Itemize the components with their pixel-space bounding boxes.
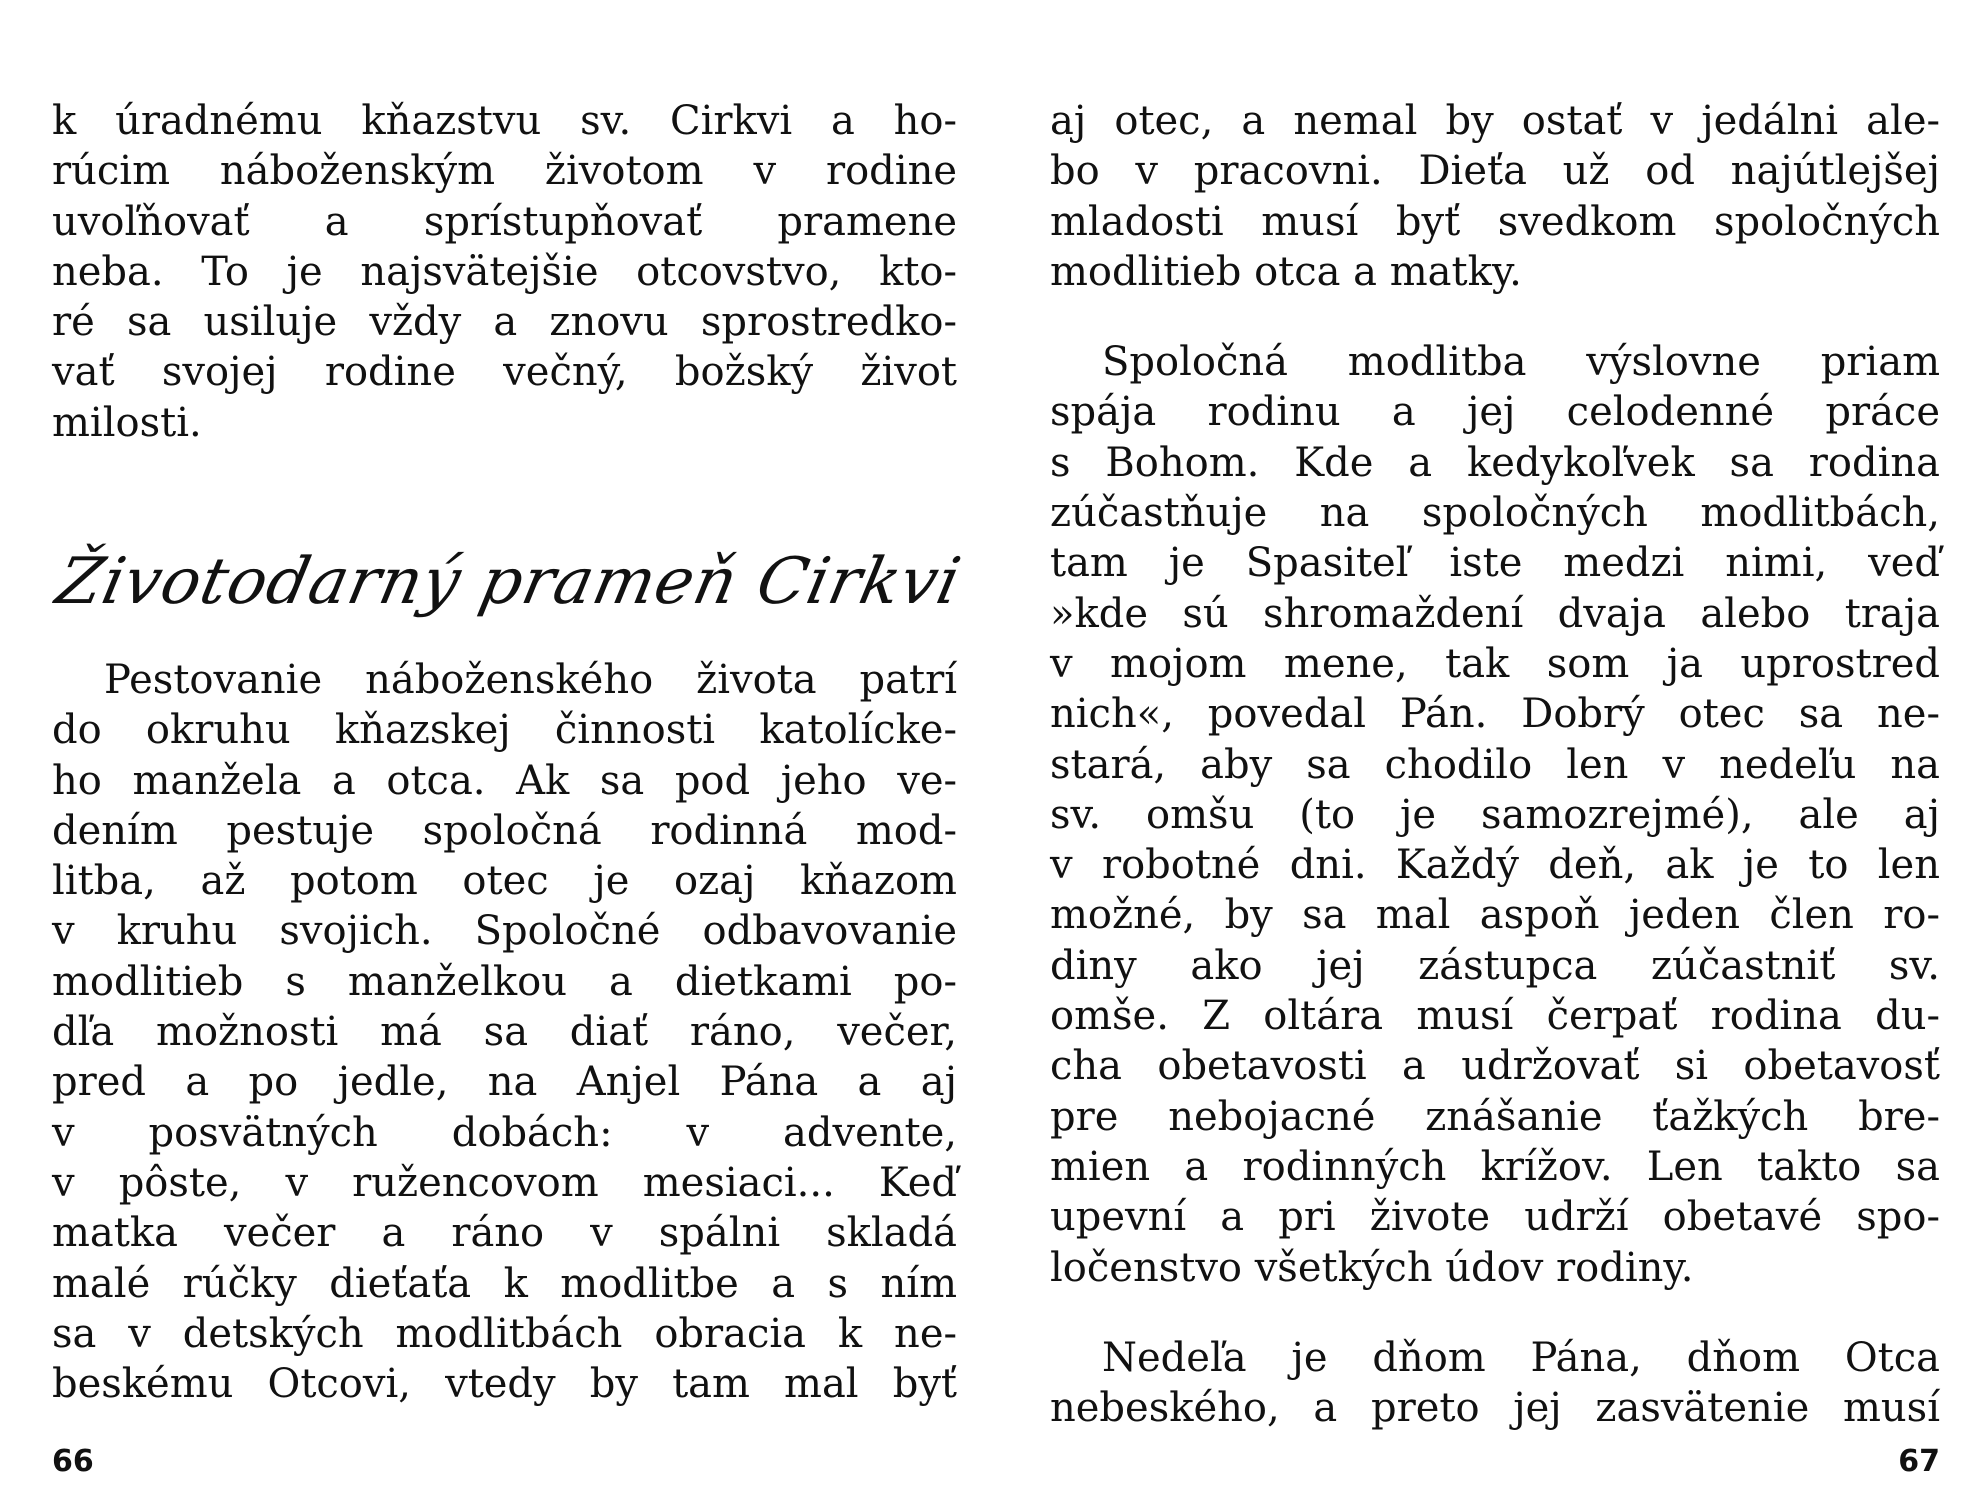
text-line: vať svojej rodine večný, božský život [52,349,957,396]
text-line: pred a po jedle, na Anjel Pána a aj [52,1059,957,1106]
right-text-column [1050,96,1940,1433]
text-line: bo v pracovni. Dieťa už od najútlejšej [1050,148,1940,195]
page-number: 66 [52,1444,94,1479]
text-line: v mojom mene, tak som ja uprostred [1050,640,1940,687]
text-line: do okruhu kňazskej činnosti katolícke- [52,707,957,754]
text-line: milosti. [52,399,202,446]
text-line: nich«, povedal Pán. Dobrý otec sa ne- [1050,691,1940,738]
right-page [993,0,1986,1500]
text-line: dľa možnosti má sa diať ráno, večer, [52,1009,957,1056]
text-line: možné, by sa mal aspoň jeden člen ro- [1050,892,1940,939]
text-line: Spoločná modlitba výslovne priam [1102,339,1940,386]
text-line: beskému Otcovi, vtedy by tam mal byť [52,1361,957,1408]
text-line: omše. Z oltára musí čerpať rodina du- [1050,993,1940,1040]
text-line: sv. omšu (to je samozrejmé), ale aj [1050,791,1940,838]
text-line: ré sa usiluje vždy a znovu sprostredko- [52,299,957,346]
text-line: neba. To je najsvätejšie otcovstvo, kto- [52,248,957,295]
text-line: spája rodinu a jej celodenné práce [1050,389,1940,436]
text-line: »kde sú shromaždení dvaja alebo traja [1050,590,1940,637]
text-line: tam je Spasiteľ iste medzi nimi, veď [1050,540,1940,587]
right-paragraph-2 [1050,337,1940,1293]
text-line: mladosti musí byť svedkom spoločných [1050,198,1940,245]
text-line: malé rúčky dieťaťa k modlitbe a s ním [52,1260,957,1307]
text-line: nebeského, a preto jej zasvätenie musí [1050,1385,1940,1432]
text-line: dením pestuje spoločná rodinná mod- [52,807,957,854]
left-top-paragraph [52,96,957,448]
text-line: matka večer a ráno v spálni skladá [52,1210,957,1257]
text-line: pre nebojacné znášanie ťažkých bre- [1050,1093,1940,1140]
text-line: v pôste, v ružencovom mesiaci... Keď [52,1159,957,1206]
section-heading: Životodarný prameň Cirkvi [50,545,968,619]
paragraph-gap [1050,297,1940,337]
text-line: modlitieb otca a matky. [1050,248,1522,295]
text-line: Pestovanie náboženského života patrí [104,657,957,703]
left-main-text-column [52,655,957,1409]
text-line: diny ako jej zástupca zúčastniť sv. [1050,942,1940,989]
paragraph-gap [1050,1293,1940,1333]
text-line: sa v detských modlitbách obracia k ne- [52,1310,957,1357]
text-line: zúčastňuje na spoločných modlitbách, [1050,490,1940,537]
left-main-paragraph [52,655,957,1409]
text-line: ho manžela a otca. Ak sa pod jeho ve- [52,757,957,804]
text-line: upevní a pri živote udrží obetavé spo- [1050,1194,1940,1241]
text-line: aj otec, a nemal by ostať v jedálni ale- [1050,98,1940,144]
text-line: k úradnému kňazstvu sv. Cirkvi a ho- [52,98,957,144]
text-line: stará, aby sa chodilo len v nedeľu na [1050,741,1940,788]
text-line: s Bohom. Kde a kedykoľvek sa rodina [1050,439,1940,486]
right-paragraph-1 [1050,96,1940,297]
text-line: litba, až potom otec je ozaj kňazom [52,858,957,905]
text-line: ločenstvo všetkých údov rodiny. [1050,1244,1694,1291]
text-line: Nedeľa je dňom Pána, dňom Otca [1102,1334,1940,1381]
text-line: mien a rodinných krížov. Len takto sa [1050,1143,1940,1190]
left-top-text-column [52,96,957,448]
text-line: rúcim náboženským životom v rodine [52,148,957,195]
text-line: v robotné dni. Každý deň, ak je to len [1050,842,1940,889]
text-line: v posvätných dobách: v advente, [52,1109,957,1156]
right-paragraph-3 [1050,1333,1940,1434]
text-line: cha obetavosti a udržovať si obetavosť [1050,1043,1940,1090]
text-line: uvoľňovať a sprístupňovať pramene [52,198,957,245]
text-line: modlitieb s manželkou a dietkami po- [52,958,957,1005]
page-number: 67 [1898,1444,1940,1479]
text-line: v kruhu svojich. Spoločné odbavovanie [52,908,957,955]
